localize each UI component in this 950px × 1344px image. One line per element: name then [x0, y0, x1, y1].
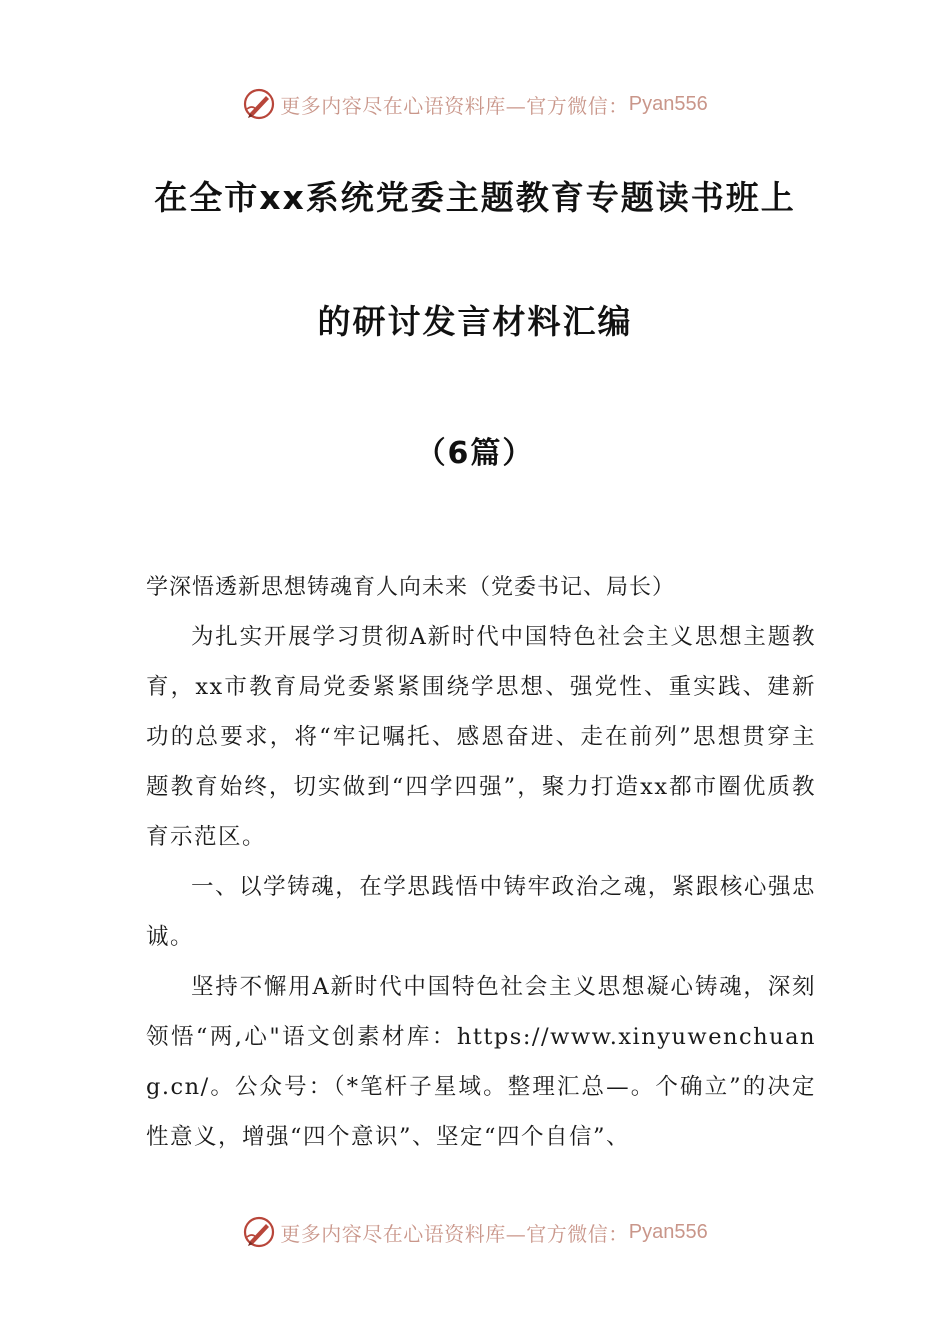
header-watermark: [0, 84, 950, 124]
watermark-text: 更多内容尽在心语资料库—官方微信：: [280, 93, 629, 118]
watermark-handle: Pyan556: [628, 92, 708, 115]
pen-logo-icon: [242, 1215, 276, 1249]
footer-watermark: [0, 1212, 950, 1252]
document-title-line-2: 的研讨发言材料汇编: [317, 302, 633, 341]
body-paragraph-2: 一、以学铸魂，在学思践悟中铸牢政治之魂，紧跟核心强忠诚。: [146, 874, 816, 950]
body-paragraph-3: 坚持不懈用A新时代中国特色社会主义思想凝心铸魂，深刻领悟“两,心"语文创素材库：https://www.xinyuwenchuang.cn/。公众号：（*笔杆子星域。整理汇总—。个确立”的决定性意义，增强“四个意识”、坚定“四个自信”、: [146, 974, 816, 1150]
article-subheading: 学深悟透新思想铸魂育人向未来（党委书记、局长）: [146, 575, 676, 600]
document-title-line-1: 在全市xx系统党委主题教育专题读书班上: [154, 178, 796, 217]
pen-logo-icon: [242, 87, 276, 121]
watermark-text: 更多内容尽在心语资料库—官方微信：: [280, 1221, 629, 1246]
body-paragraph-1: 为扎实开展学习贯彻A新时代中国特色社会主义思想主题教育，xx市教育局党委紧紧围绕学思想、强党性、重实践、建新功的总要求，将“牢记嘱托、感恩奋进、走在前列”思想贯穿主题教育始终，切实做到“四学四强”，聚力打造xx都市圈优质教育示范区。: [146, 624, 816, 850]
document-title-count: （6篇）: [415, 436, 535, 471]
watermark-handle: Pyan556: [628, 1220, 708, 1243]
